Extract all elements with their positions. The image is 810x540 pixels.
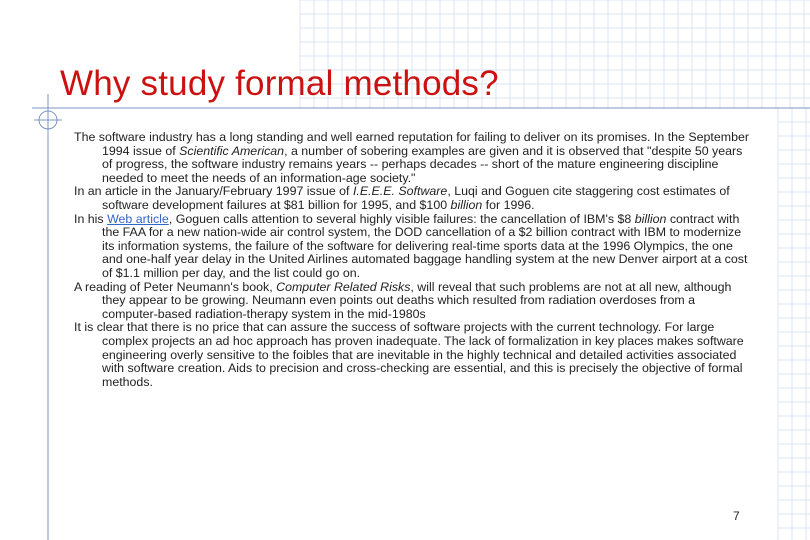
text-segment: It is clear that there is no price that can assure the success of software projects with the current technology. For large complex projects an ad hoc approach has proven inadequate. The lack of formalization in key places makes software engineering overly sensitive to the foibles that are inevitable in the highly technical and detailed activities associated with software creation. Aids to precision and cross-checking are essential, and this is precisely the objective of formal methods. [74, 320, 744, 389]
italic-text: billion [634, 211, 667, 226]
slide-body [74, 131, 754, 389]
italic-text: Scientific American [179, 143, 285, 158]
text-segment: In his [74, 211, 108, 226]
text-segment: In an article in the January/February 1997 issue of [74, 184, 353, 199]
text-segment: contract with the FAA for a new nation-wide air control system, the DOD cancellation of a $2 billion contract with IBM to modernize its information systems, the failure of the software for delivering real-time sports data at the 1996 Olympics, the one and one-half year delay in the United Airlines automated baggage handling system at the new Denver airport at a cost of $1.1 million per day, and the list could go on. [102, 211, 748, 280]
text-segment: The software industry has a long standing and well earned reputation for failing to deliver on its promises. In the September 1994 issue of [74, 130, 749, 158]
text-segment: , Goguen calls attention to several highly visible failures: the cancellation of IBM's $8 [168, 211, 635, 226]
text-segment: , Luqi and Goguen cite staggering cost estimates of software development failures at $81 billion for 1995, and $100 [102, 184, 730, 212]
text-segment: for 1996. [482, 197, 535, 212]
body-paragraph [74, 131, 754, 185]
body-paragraph [74, 185, 754, 212]
web-article-link[interactable]: Web article [107, 211, 169, 226]
italic-text: I.E.E.E. Software [352, 184, 448, 199]
text-segment: A reading of Peter Neumann's book, [74, 279, 277, 294]
italic-text: Computer Related Risks [276, 279, 411, 294]
text-segment: , will reveal that such problems are not at all new, although they appear to be growing. Neumann even points out deaths which resulted from radiation overdoses from a computer-based radiation-therapy system in the mid-1980s [102, 279, 732, 321]
italic-text: billion [450, 197, 483, 212]
body-paragraph [74, 321, 754, 389]
body-paragraph [74, 281, 754, 322]
body-paragraph [74, 213, 754, 281]
page-number: 7 [733, 509, 740, 523]
slide-title: Why study formal methods? [60, 64, 499, 103]
text-segment: , a number of sobering examples are given and it is observed that "despite 50 years of progress, the software industry remains years -- perhaps decades -- short of the mature engineering discipline needed to meet the needs of an information-age society." [102, 143, 743, 185]
